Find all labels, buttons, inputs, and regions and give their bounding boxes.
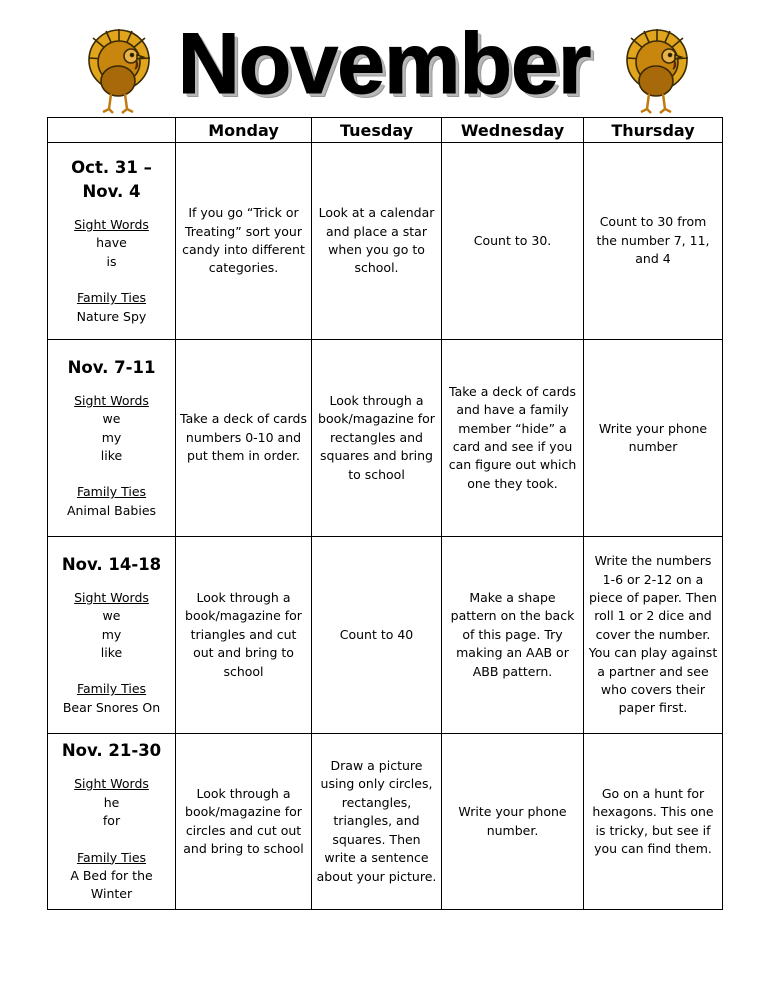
header-monday: Monday [176, 118, 312, 143]
monday-activity: Look through a book/magazine for triangles and cut out and bring to school [176, 537, 312, 734]
family-ties-heading: Family Ties [76, 290, 147, 306]
header-blank [48, 118, 176, 143]
week-row [48, 143, 723, 340]
tuesday-activity: Count to 40 [312, 537, 442, 734]
sight-word: we [102, 608, 121, 624]
sight-word: is [106, 253, 117, 269]
tuesday-activity: Look through a book/magazine for rectangles and squares and bring to school [312, 340, 442, 537]
sight-word: my [101, 626, 122, 642]
week-row [48, 537, 723, 734]
week-label-line2: Nov. 4 [82, 181, 141, 201]
monday-activity: Look through a book/magazine for circles and cut out and bring to school [176, 734, 312, 910]
turkey-icon [622, 26, 692, 114]
week-label: Nov. 21-30 [61, 741, 162, 761]
title-text: November [177, 16, 591, 112]
monday-activity: Take a deck of cards numbers 0-10 and put them in order. [176, 340, 312, 537]
sight-word: we [102, 411, 121, 427]
family-ties-title: A Bed for the Winter [70, 867, 153, 902]
family-ties-heading: Family Ties [76, 484, 147, 500]
thursday-activity: Write your phone number [584, 340, 723, 537]
week-label: Nov. 7-11 [67, 357, 156, 377]
week-label-line1: Oct. 31 – [71, 157, 152, 177]
wednesday-activity: Count to 30. [442, 143, 584, 340]
calendar-table [47, 117, 723, 910]
wednesday-activity: Write your phone number. [442, 734, 584, 910]
sight-words-heading: Sight Words [74, 589, 149, 605]
week-cell [48, 734, 176, 910]
thursday-activity: Count to 30 from the number 7, 11, and 4 [584, 143, 723, 340]
family-ties-title: Nature Spy [76, 308, 147, 324]
week-label [52, 156, 171, 204]
week-row [48, 734, 723, 910]
wednesday-activity: Make a shape pattern on the back of this page. Try making an AAB or ABB pattern. [442, 537, 584, 734]
sight-words-heading: Sight Words [74, 216, 149, 232]
week-cell [48, 143, 176, 340]
header-wednesday: Wednesday [442, 118, 584, 143]
tuesday-activity: Draw a picture using only circles, rectangles, triangles, and squares. Then write a sentence about your picture. [312, 734, 442, 910]
sight-word: like [100, 448, 123, 463]
week-cell [48, 537, 176, 734]
header-tuesday: Tuesday [312, 118, 442, 143]
family-ties-title: Bear Snores On [62, 699, 161, 715]
sight-word: he [103, 794, 120, 810]
family-ties-title: Animal Babies [66, 502, 157, 518]
sight-word: have [96, 235, 127, 251]
family-ties-heading: Family Ties [76, 849, 147, 865]
thursday-activity: Write the numbers 1-6 or 2-12 on a piece of paper. Then roll 1 or 2 dice and cover the number. You can play against a partner and see who covers their paper first. [584, 537, 723, 734]
monday-activity: If you go “Trick or Treating” sort your candy into different categories. [176, 143, 312, 340]
thursday-activity: Go on a hunt for hexagons. This one is tricky, but see if you can find them. [584, 734, 723, 910]
sight-word: like [100, 645, 123, 660]
week-row [48, 340, 723, 537]
sight-words-heading: Sight Words [74, 392, 149, 408]
sight-words-heading: Sight Words [74, 776, 149, 792]
sight-word: for [102, 813, 121, 829]
header-thursday: Thursday [584, 118, 723, 143]
week-cell [48, 340, 176, 537]
header-row [48, 118, 723, 143]
family-ties-heading: Family Ties [76, 681, 147, 697]
sight-word: my [101, 429, 122, 445]
wednesday-activity: Take a deck of cards and have a family member “hide” a card and see if you can figure out which one they took. [442, 340, 584, 537]
week-label: Nov. 14-18 [61, 554, 162, 574]
tuesday-activity: Look at a calendar and place a star when you go to school. [312, 143, 442, 340]
